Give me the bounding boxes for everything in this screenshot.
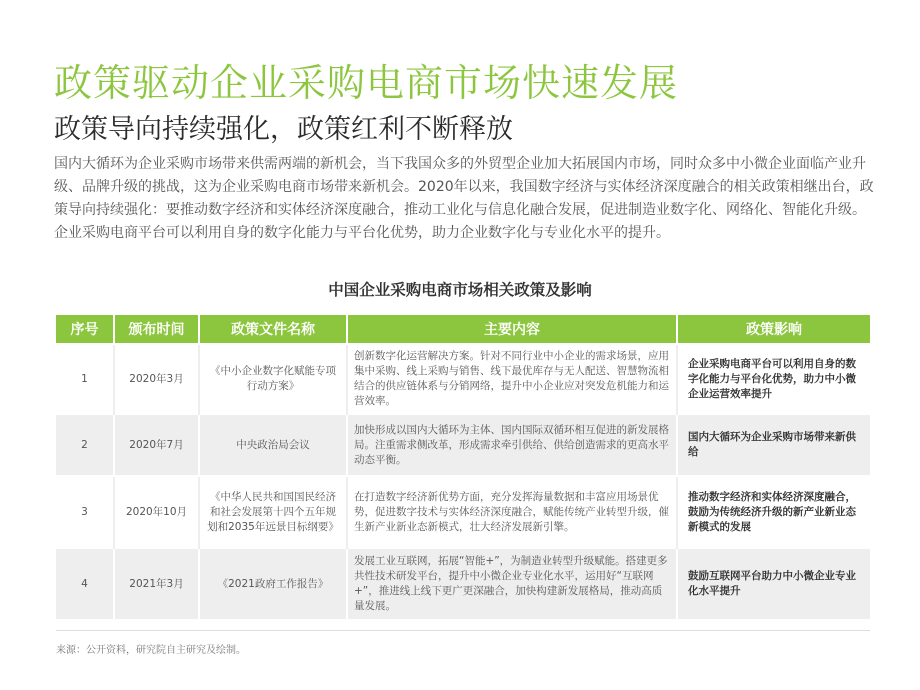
cell-name: 《2021政府工作报告》 <box>199 548 347 619</box>
table-header-row <box>56 315 870 344</box>
table-title: 中国企业采购电商市场相关政策及影响 <box>328 281 592 299</box>
cell-impact: 企业采购电商平台可以利用自身的数字化能力与平台化优势，助力中小微企业运营效率提升 <box>677 344 870 414</box>
header-no: 序号 <box>56 315 114 344</box>
source-note: 来源：公开资料，研究院自主研究及绘制。 <box>56 645 246 656</box>
cell-content: 加快形成以国内大循环为主体、国内国际双循环相互促进的新发展格局。注重需求侧改革，形成需求牵引供给、供给创造需求的更高水平动态平衡。 <box>347 414 677 476</box>
header-date: 颁布时间 <box>114 315 199 344</box>
cell-no: 2 <box>56 414 114 476</box>
cell-name: 中央政治局会议 <box>199 414 347 476</box>
table-row <box>56 344 870 414</box>
cell-impact: 鼓励互联网平台助力中小微企业专业化水平提升 <box>677 548 870 619</box>
cell-date: 2020年10月 <box>114 476 199 548</box>
footer-divider <box>56 630 870 631</box>
header-name: 政策文件名称 <box>199 315 347 344</box>
header-content: 主要内容 <box>347 315 677 344</box>
page-subtitle: 政策导向持续强化，政策红利不断释放 <box>54 114 513 145</box>
cell-content: 在打造数字经济新优势方面，充分发挥海量数据和丰富应用场景优势，促进数字技术与实体经济深度融合，赋能传统产业转型升级，催生新产业新业态新模式，壮大经济发展新引擎。 <box>347 476 677 548</box>
header-impact: 政策影响 <box>677 315 870 344</box>
table-row <box>56 548 870 619</box>
policy-table <box>56 315 870 619</box>
cell-no: 4 <box>56 548 114 619</box>
cell-content: 发展工业互联网，拓展“智能+”，为制造业转型升级赋能。搭建更多共性技术研发平台，提升中小微企业专业化水平，运用好“互联网+”，推进线上线下更广更深融合，加快构建新发展格局，推动高质量发展。 <box>347 548 677 619</box>
cell-impact: 推动数字经济和实体经济深度融合，鼓励为传统经济升级的新产业新业态新模式的发展 <box>677 476 870 548</box>
cell-content: 创新数字化运营解决方案。针对不同行业中小企业的需求场景，应用集中采购、线上采购与销售、线下最优库存与无人配送、智慧物流相结合的供应链体系与分销网络，提升中小企业应对突发危机能力和运营效率。 <box>347 344 677 414</box>
table-row <box>56 476 870 548</box>
cell-date: 2020年3月 <box>114 344 199 414</box>
cell-no: 1 <box>56 344 114 414</box>
cell-name: 《中小企业数字化赋能专项行动方案》 <box>199 344 347 414</box>
intro-paragraph: 国内大循环为企业采购市场带来供需两端的新机会，当下我国众多的外贸型企业加大拓展国内市场，同时众多中小微企业面临产业升级、品牌升级的挑战，这为企业采购电商市场带来新机会。2020年以来，我国数字经济与实体经济深度融合的相关政策相继出台，政策导向持续强化：要推动数字经济和实体经济深度融合，推动工业化与信息化融合发展，促进制造业数字化、网络化、智能化升级。企业采购电商平台可以利用自身的数字化能力与平台化优势，助力企业数字化与专业化水平的提升。 <box>54 156 874 241</box>
cell-impact: 国内大循环为企业采购市场带来新供给 <box>677 414 870 476</box>
cell-date: 2021年3月 <box>114 548 199 619</box>
cell-no: 3 <box>56 476 114 548</box>
cell-name: 《中华人民共和国国民经济和社会发展第十四个五年规划和2035年远景目标纲要》 <box>199 476 347 548</box>
cell-date: 2020年7月 <box>114 414 199 476</box>
table-row <box>56 414 870 476</box>
page-title: 政策驱动企业采购电商市场快速发展 <box>54 61 679 105</box>
